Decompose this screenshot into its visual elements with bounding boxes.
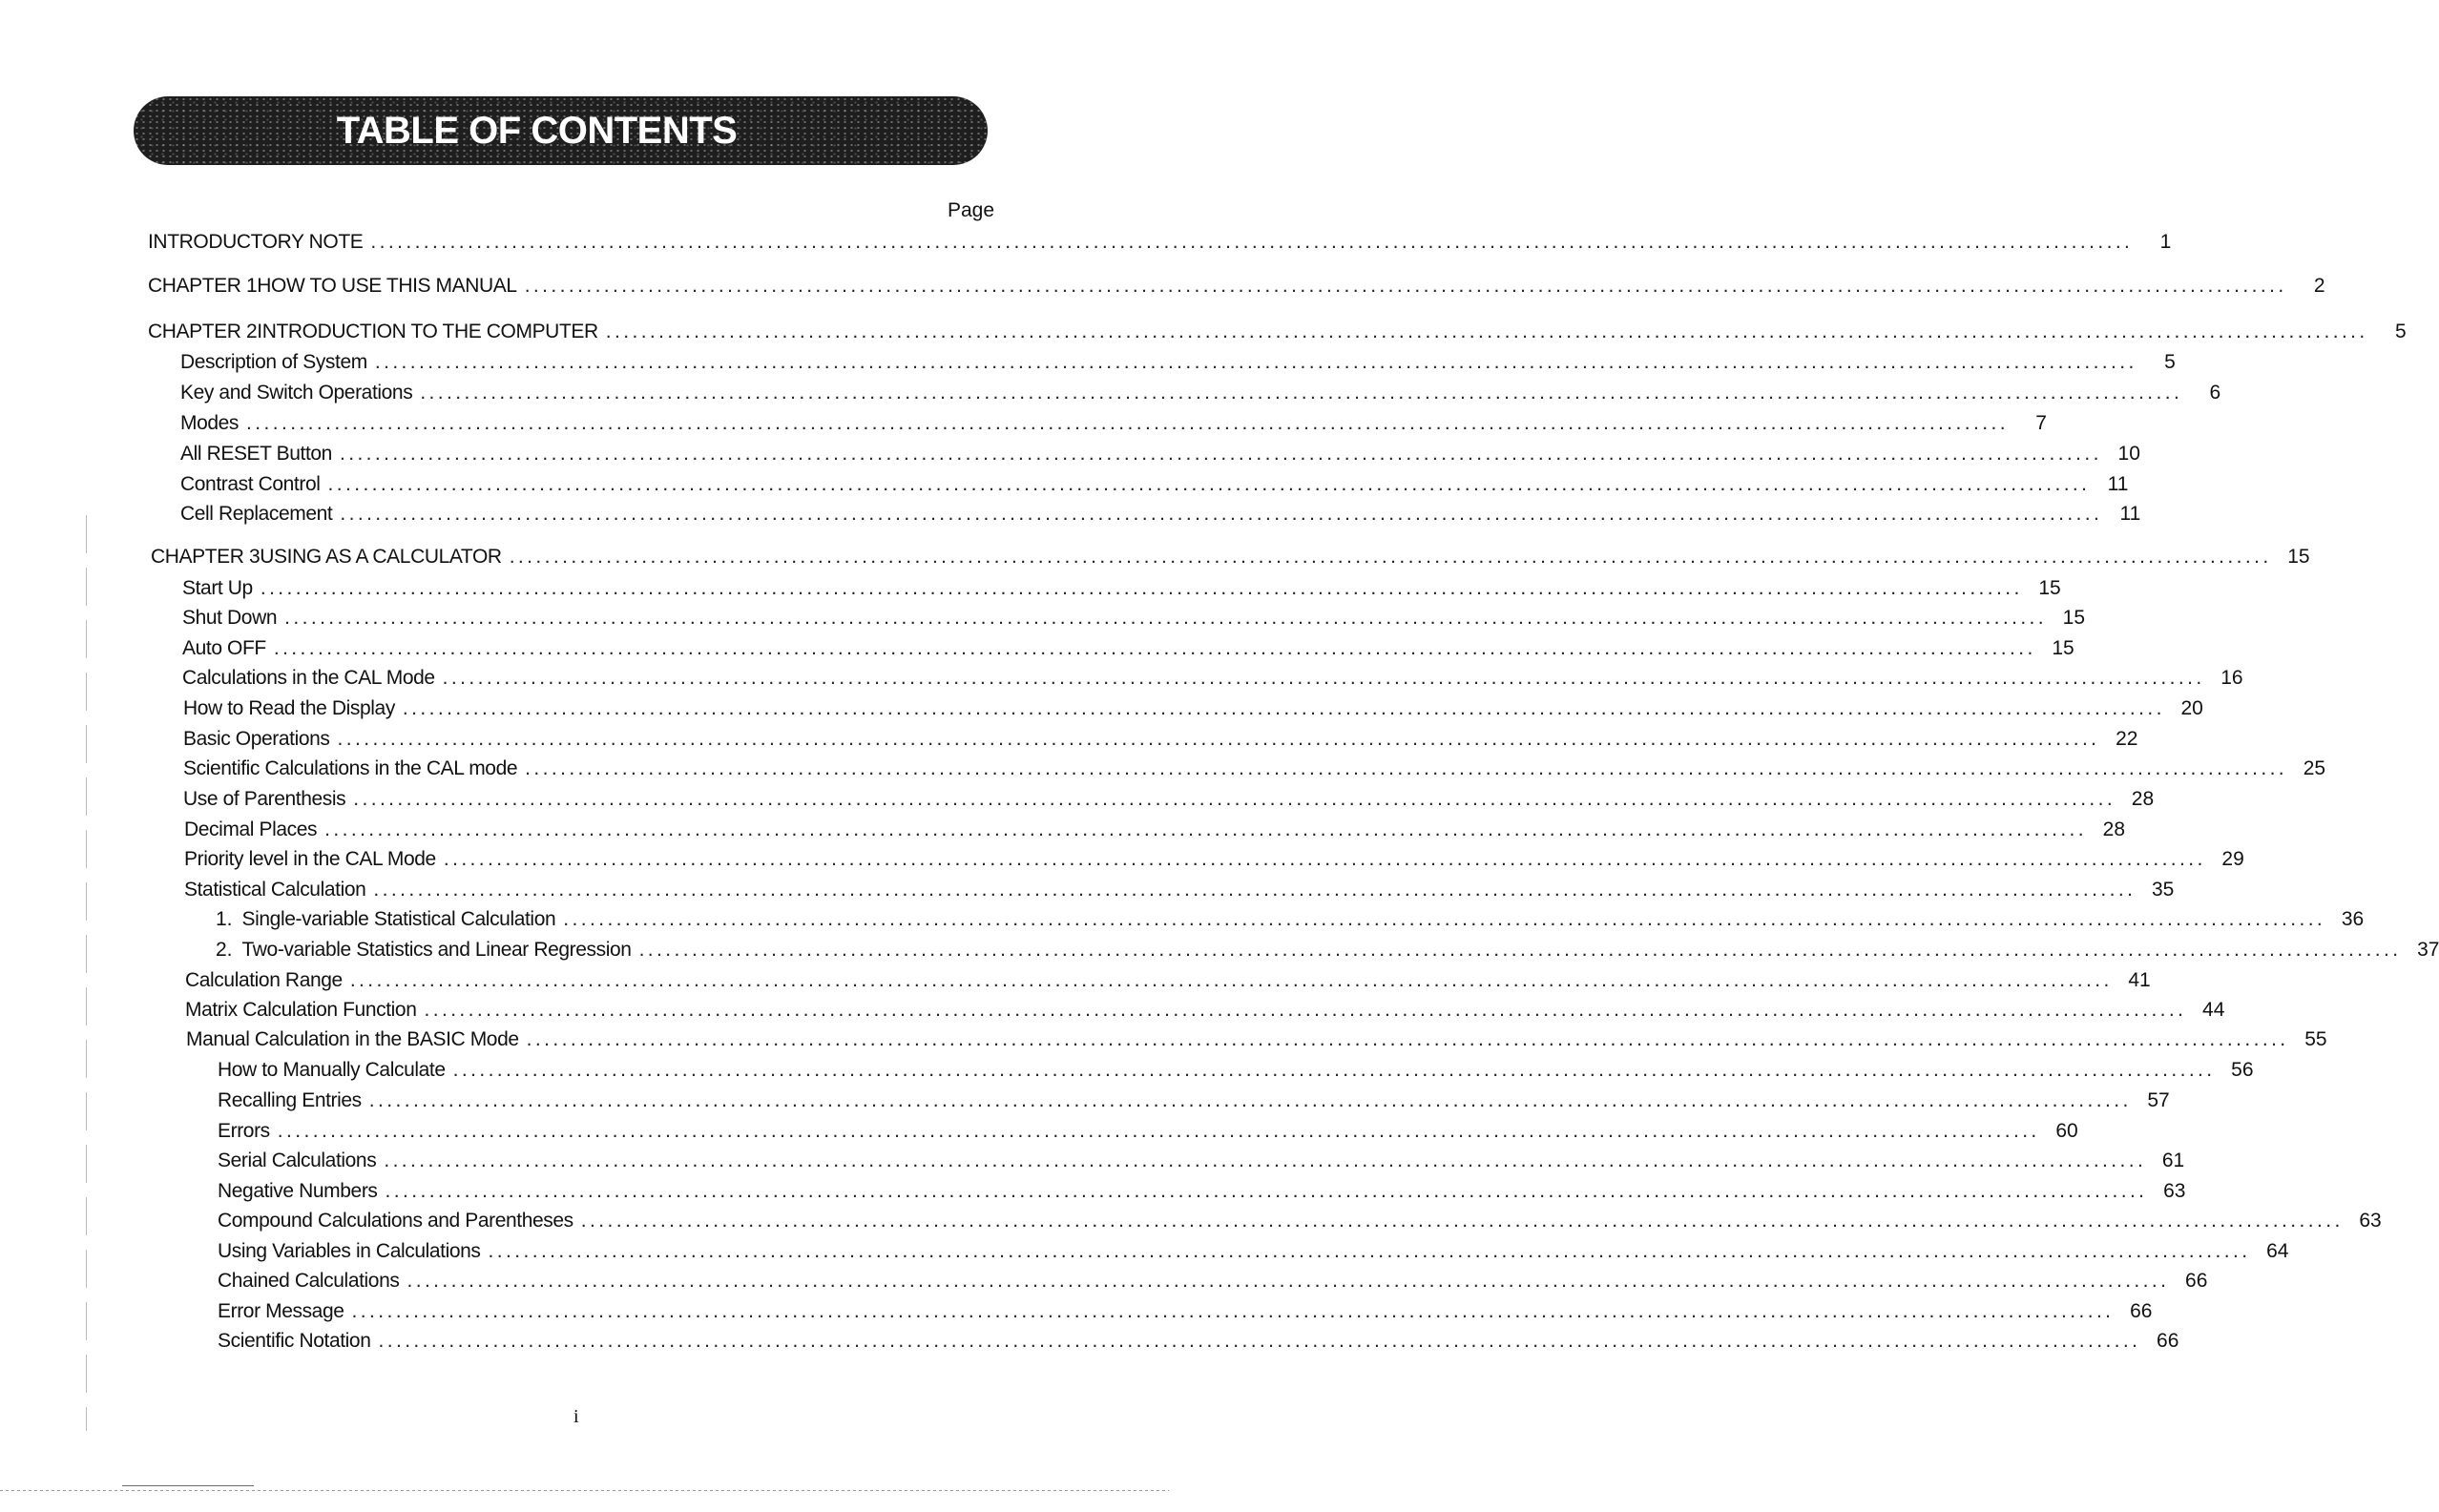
- toc-entry: [180, 411, 2047, 436]
- toc-entry: [218, 1269, 2208, 1294]
- dot-leader: ........................................................................................................................................................................................................: [324, 818, 2088, 840]
- toc-entry-page: 1: [2159, 231, 2172, 253]
- toc-entry-title: INTRODUCTORY NOTE: [148, 231, 364, 253]
- toc-entry: [218, 1058, 2254, 1083]
- toc-entry: [218, 1329, 2179, 1354]
- dot-leader: ........................................................................................................................................................................................................: [605, 321, 2368, 342]
- scan-blue-mark: [122, 1485, 254, 1486]
- dot-leader: ........................................................................................................................................................................................................: [442, 667, 2205, 689]
- toc-entry-title: Basic Operations: [183, 728, 330, 750]
- toc-entry: [216, 907, 2365, 932]
- toc-entry-page: 44: [2202, 999, 2225, 1021]
- toc-entry: [151, 545, 2310, 570]
- toc-entry-page: 63: [2163, 1180, 2186, 1202]
- toc-entry: [218, 1299, 2153, 1324]
- toc-entry-title: Calculation Range: [185, 969, 343, 991]
- page-title: TABLE OF CONTENTS: [336, 109, 738, 152]
- toc-entry-page: 20: [2180, 697, 2203, 719]
- toc-entry-title: Error Message: [218, 1300, 344, 1322]
- dot-leader: ........................................................................................................................................................................................................: [260, 577, 2023, 599]
- toc-entry: [218, 1149, 2185, 1173]
- dot-leader: ........................................................................................................................................................................................................: [327, 473, 2091, 495]
- toc-entry: [182, 666, 2243, 691]
- dot-leader: ........................................................................................................................................................................................................: [368, 1089, 2132, 1111]
- toc-entry-page: 11: [2107, 473, 2129, 495]
- dot-leader: ........................................................................................................................................................................................................: [580, 1210, 2344, 1232]
- toc-entry: [148, 230, 2172, 255]
- toc-entry-title: Auto OFF: [182, 637, 266, 659]
- dot-leader: ........................................................................................................................................................................................................: [509, 546, 2272, 568]
- dot-leader: ........................................................................................................................................................................................................: [351, 1300, 2115, 1322]
- toc-entry-page: 2: [2313, 275, 2325, 297]
- toc-entry: [185, 998, 2225, 1023]
- dot-leader: ........................................................................................................................................................................................................: [378, 1330, 2141, 1352]
- page-column-label: Page: [948, 199, 995, 221]
- toc-entry: [218, 1119, 2078, 1144]
- toc-entry-title: Start Up: [182, 577, 253, 599]
- toc-entry-page: 10: [2117, 443, 2140, 465]
- toc-entry: [180, 442, 2140, 466]
- toc-entry-page: 36: [2341, 908, 2365, 930]
- dot-leader: ........................................................................................................................................................................................................: [638, 939, 2402, 961]
- chapter-label: CHAPTER 1: [148, 275, 258, 297]
- toc-entry-page: 28: [2131, 788, 2155, 810]
- toc-entry-title: Two-variable Statistics and Linear Regression: [241, 939, 632, 961]
- toc-entry-title: Recalling Entries: [218, 1089, 362, 1111]
- dot-leader: ........................................................................................................................................................................................................: [424, 999, 2187, 1021]
- toc-entry-title: All RESET Button: [180, 443, 332, 465]
- toc-entry-title: Negative Numbers: [218, 1180, 378, 1202]
- dot-leader: ........................................................................................................................................................................................................: [402, 697, 2165, 719]
- dot-leader: ........................................................................................................................................................................................................: [370, 231, 2134, 253]
- toc-entry: [216, 938, 2439, 963]
- toc-entry: [148, 274, 2325, 299]
- toc-entry-title: Description of System: [180, 351, 367, 373]
- toc-entry: [182, 606, 2086, 631]
- toc-entry-title: Cell Replacement: [180, 503, 333, 525]
- toc-entry-page: 5: [2164, 351, 2176, 373]
- dot-leader: ........................................................................................................................................................................................................: [420, 382, 2183, 404]
- toc-entry-page: 25: [2303, 757, 2326, 779]
- dot-leader: ........................................................................................................................................................................................................: [337, 728, 2100, 750]
- toc-entry-title: Key and Switch Operations: [180, 382, 413, 404]
- scan-bottom-rule: [0, 1490, 1169, 1491]
- toc-entry-page: 35: [2151, 879, 2175, 901]
- dot-leader: ........................................................................................................................................................................................................: [284, 607, 2048, 629]
- toc-entry-page: 16: [2220, 667, 2243, 689]
- toc-entry-page: 29: [2221, 848, 2244, 870]
- dot-leader: ........................................................................................................................................................................................................: [273, 637, 2036, 659]
- dot-leader: ........................................................................................................................................................................................................: [349, 969, 2113, 991]
- toc-entry-title: Modes: [180, 412, 240, 434]
- toc-entry-title: Decimal Places: [184, 818, 318, 840]
- dot-leader: ........................................................................................................................................................................................................: [373, 879, 2137, 901]
- toc-entry-title: Calculations in the CAL Mode: [182, 667, 435, 689]
- toc-entry-title: Contrast Control: [180, 473, 321, 495]
- toc-entry: [185, 968, 2151, 993]
- chapter-label: CHAPTER 2: [148, 321, 258, 342]
- toc-entry-title: Errors: [218, 1120, 270, 1142]
- toc-entry: [183, 787, 2155, 812]
- dot-leader: ........................................................................................................................................................................................................: [339, 443, 2102, 465]
- toc-entry: [182, 636, 2074, 661]
- dot-leader: ........................................................................................................................................................................................................: [277, 1120, 2040, 1142]
- toc-entry: [180, 502, 2141, 527]
- toc-entry-page: 63: [2359, 1210, 2382, 1232]
- toc-entry-page: 15: [2062, 607, 2086, 629]
- toc-entry-title: How to Read the Display: [183, 697, 395, 719]
- toc-entry-title: Manual Calculation in the BASIC Mode: [186, 1028, 519, 1050]
- dot-leader: ........................................................................................................................................................................................................: [452, 1059, 2216, 1081]
- dot-leader: ........................................................................................................................................................................................................: [374, 351, 2137, 373]
- dot-leader: ........................................................................................................................................................................................................: [385, 1180, 2148, 1202]
- toc-entry-page: 15: [2052, 637, 2074, 659]
- toc-entry: [183, 696, 2203, 721]
- toc-entry-page: 60: [2055, 1120, 2078, 1142]
- toc-entry-page: 66: [2130, 1300, 2153, 1322]
- dot-leader: ........................................................................................................................................................................................................: [524, 275, 2287, 297]
- toc-entry: [218, 1209, 2382, 1233]
- toc-entry-page: 7: [2035, 412, 2047, 434]
- toc-entry-title: Statistical Calculation: [184, 879, 366, 901]
- toc-entry-page: 41: [2128, 969, 2151, 991]
- toc-entry: [186, 1027, 2327, 1052]
- toc-entry-title: INTRODUCTION TO THE COMPUTER: [257, 321, 598, 342]
- toc-entry-page: 57: [2147, 1089, 2170, 1111]
- toc-entry: [184, 818, 2126, 842]
- toc-entry-page: 22: [2116, 728, 2138, 750]
- toc-entry-page: 28: [2102, 818, 2126, 840]
- dot-leader: ........................................................................................................................................................................................................: [384, 1150, 2147, 1171]
- toc-entry-title: HOW TO USE THIS MANUAL: [257, 275, 517, 297]
- dot-leader: ........................................................................................................................................................................................................: [246, 412, 2009, 434]
- toc-entry: [218, 1088, 2170, 1113]
- toc-entry: [218, 1179, 2186, 1204]
- toc-entry-title: USING AS A CALCULATOR: [260, 546, 502, 568]
- toc-entry-page: 15: [2038, 577, 2061, 599]
- toc-entry: [218, 1239, 2289, 1264]
- toc-entry-page: 11: [2119, 503, 2141, 525]
- toc-entry-title: Single-variable Statistical Calculation: [241, 908, 556, 930]
- toc-entry-title: Priority level in the CAL Mode: [184, 848, 436, 870]
- item-number: 2.: [216, 939, 233, 961]
- toc-entry-page: 15: [2287, 546, 2310, 568]
- toc-entry: [180, 350, 2176, 375]
- toc-entry-page: 6: [2209, 382, 2221, 404]
- toc-entry-title: Using Variables in Calculations: [218, 1240, 481, 1262]
- toc-entry-page: 64: [2266, 1240, 2289, 1262]
- toc-entry: [180, 381, 2221, 405]
- dot-leader: ........................................................................................................................................................................................................: [340, 503, 2103, 525]
- toc-entry: [183, 756, 2326, 781]
- scan-margin-line: [86, 515, 87, 1431]
- dot-leader: ........................................................................................................................................................................................................: [563, 908, 2326, 930]
- toc-entry: [180, 472, 2129, 497]
- toc-entry: [184, 847, 2244, 872]
- toc-entry-page: 55: [2304, 1028, 2327, 1050]
- toc-entry-title: Chained Calculations: [218, 1270, 400, 1292]
- toc-entry-title: Matrix Calculation Function: [185, 999, 417, 1021]
- toc-entry-title: Shut Down: [182, 607, 278, 629]
- toc-entry-page: 66: [2185, 1270, 2208, 1292]
- toc-entry-page: 56: [2231, 1059, 2254, 1081]
- toc-entry: [184, 878, 2175, 902]
- toc-entry-page: 66: [2157, 1330, 2179, 1352]
- dot-leader: ........................................................................................................................................................................................................: [526, 1028, 2289, 1050]
- toc-entry-page: 61: [2161, 1150, 2185, 1171]
- toc-entry-title: Scientific Calculations in the CAL mode: [183, 757, 518, 779]
- dot-leader: ........................................................................................................................................................................................................: [443, 848, 2206, 870]
- toc-entry: [183, 727, 2138, 752]
- dot-leader: ........................................................................................................................................................................................................: [525, 757, 2288, 779]
- toc-entry-title: Use of Parenthesis: [183, 788, 346, 810]
- toc-entry: [148, 320, 2407, 344]
- chapter-label: CHAPTER 3: [151, 546, 261, 568]
- dot-leader: ........................................................................................................................................................................................................: [353, 788, 2116, 810]
- toc-entry-page: 5: [2394, 321, 2407, 342]
- dot-leader: ........................................................................................................................................................................................................: [406, 1270, 2170, 1292]
- toc-entry-title: Scientific Notation: [218, 1330, 371, 1352]
- toc-entry-title: Serial Calculations: [218, 1150, 377, 1171]
- dot-leader: ........................................................................................................................................................................................................: [488, 1240, 2251, 1262]
- toc-entry-title: How to Manually Calculate: [218, 1059, 446, 1081]
- item-number: 1.: [216, 908, 233, 930]
- toc-entry-page: 37: [2417, 939, 2439, 961]
- toc-entry: [182, 576, 2061, 601]
- page-number: i: [573, 1406, 579, 1427]
- toc-entry-title: Compound Calculations and Parentheses: [218, 1210, 573, 1232]
